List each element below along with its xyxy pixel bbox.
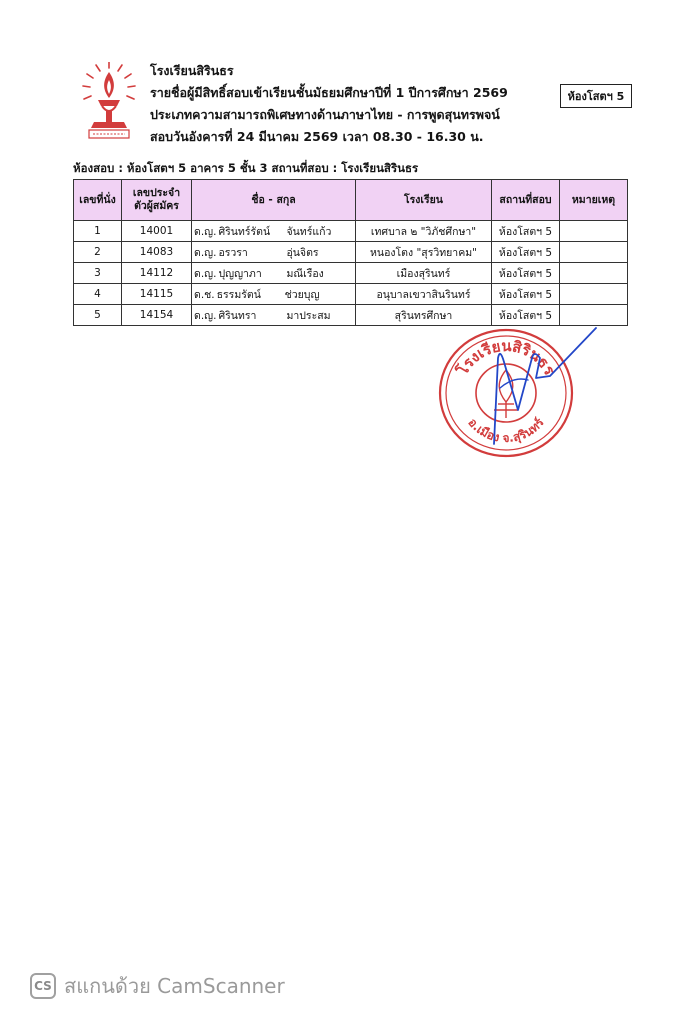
camscanner-logo-icon: CS [30,973,56,999]
column-header: เลขประจำตัวผู้สมัคร [122,180,192,221]
scanner-watermark-text: สแกนด้วย CamScanner [64,974,285,998]
column-header: ชื่อ - สกุล [192,180,356,221]
first-name: ศิรินทรา [218,309,257,322]
document-header [150,60,508,148]
exam-category: ประเภทความสามารถพิเศษทางด้านภาษาไทย - การพูดสุนทรพจน์ [150,107,500,122]
school: อนุบาลเขวาสินรินทร์ [356,284,492,305]
full-name [192,263,356,284]
seal-bottom-text: อ.เมือง จ.สุรินทร์ [465,415,547,446]
school: เทศบาล ๒ "วิภัชศึกษา" [356,221,492,242]
school-emblem-icon [80,62,138,140]
applicant-id: 14083 [122,242,192,263]
remark [560,263,628,284]
full-name [192,242,356,263]
exam-place: ห้องโสตฯ 5 [492,221,560,242]
first-name: ธรรมรัตน์ [216,288,261,301]
column-header: หมายเหตุ [560,180,628,221]
table-header-row [74,180,628,221]
seat-number: 5 [74,305,122,326]
column-header: เลขที่นั่ง [74,180,122,221]
seat-number: 2 [74,242,122,263]
exam-place: ห้องโสตฯ 5 [492,284,560,305]
exam-room-info: ห้องสอบ : ห้องโสตฯ 5 อาคาร 5 ชั้น 3 สถานที่สอบ : โรงเรียนสิรินธร [73,161,419,175]
column-header: สถานที่สอบ [492,180,560,221]
table-row [74,263,628,284]
applicant-id: 14112 [122,263,192,284]
name-prefix: ด.ช. [194,288,215,301]
last-name: อุ่นจิตร [286,246,319,259]
last-name: จันทร์แก้ว [286,225,332,238]
school: เมืองสุรินทร์ [356,263,492,284]
remark [560,284,628,305]
seat-number: 1 [74,221,122,242]
applicant-id: 14115 [122,284,192,305]
document-title: รายชื่อผู้มีสิทธิ์สอบเข้าเรียนชั้นมัธยมศึกษาปีที่ 1 ปีการศึกษา 2569 [150,85,508,100]
full-name [192,221,356,242]
first-name: ศิรินทร์รัตน์ [218,225,271,238]
name-prefix: ด.ญ. [194,246,217,259]
scanner-watermark [30,972,285,1000]
exam-place: ห้องโสตฯ 5 [492,242,560,263]
school-name: โรงเรียนสิรินธร [150,63,234,78]
applicant-id: 14001 [122,221,192,242]
remark [560,242,628,263]
full-name [192,305,356,326]
room-label-box: ห้องโสตฯ 5 [560,84,632,108]
name-prefix: ด.ญ. [194,267,217,280]
first-name: อรวรา [218,246,248,259]
seat-number: 4 [74,284,122,305]
school: หนองโตง "สุรวิทยาคม" [356,242,492,263]
exam-date: สอบวันอังคารที่ 24 มีนาคม 2569 เวลา 08.30 - 16.30 น. [150,129,484,144]
name-prefix: ด.ญ. [194,309,217,322]
table-row [74,284,628,305]
column-header: โรงเรียน [356,180,492,221]
table-row [74,221,628,242]
name-prefix: ด.ญ. [194,225,217,238]
school: สุรินทรศึกษา [356,305,492,326]
applicant-id: 14154 [122,305,192,326]
last-name: ช่วยบุญ [284,288,320,301]
last-name: มาประสม [286,309,331,322]
seal-top-text: โรงเรียนสิรินธร [453,336,559,379]
exam-place: ห้องโสตฯ 5 [492,305,560,326]
last-name: มณีเรือง [286,267,324,280]
table-row [74,242,628,263]
first-name: ปุญญาภา [218,267,262,280]
candidate-table [73,179,628,326]
full-name [192,284,356,305]
seat-number: 3 [74,263,122,284]
signature-icon [470,318,610,458]
remark [560,221,628,242]
exam-place: ห้องโสตฯ 5 [492,263,560,284]
